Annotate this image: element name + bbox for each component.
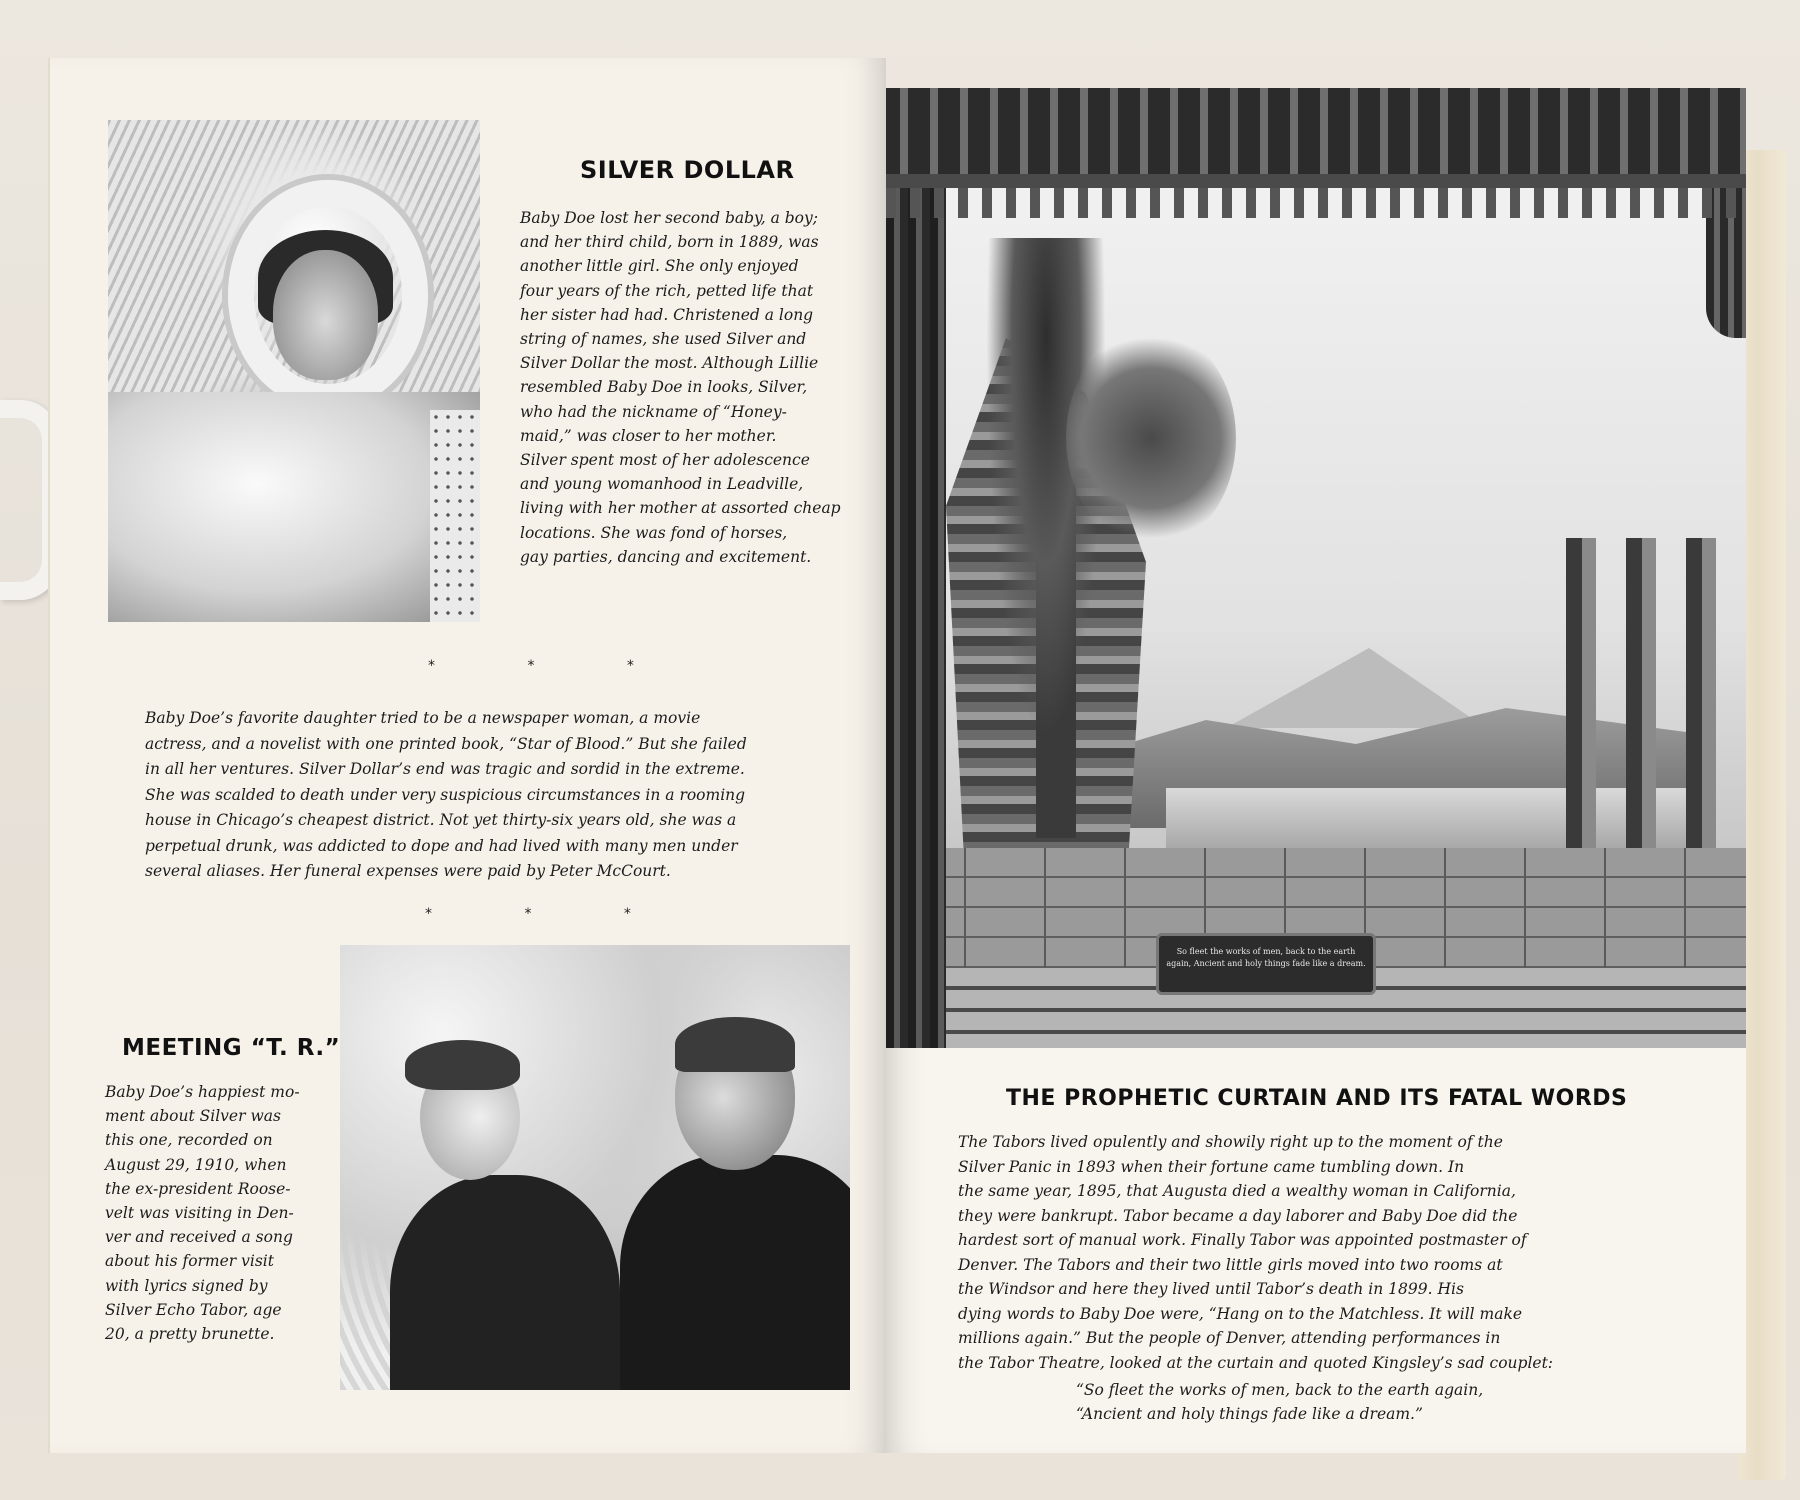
text-line: Baby Doe’s happiest mo-	[105, 1083, 300, 1101]
text-line: locations. She was fond of horses,	[520, 523, 788, 542]
text-line: the Tabor Theatre, looked at the curtain and quoted Kingsley’s sad couplet:	[958, 1353, 1554, 1372]
text-line: Baby Doe lost her second baby, a boy;	[520, 209, 818, 227]
section-separator: * * *	[425, 906, 675, 922]
text-line: gay parties, dancing and excitement.	[520, 547, 812, 566]
text-line: in all her ventures. Silver Dollar’s end was tragic and sordid in the extreme.	[145, 760, 745, 778]
text-line: 20, a pretty brunette.	[105, 1325, 275, 1344]
text-line: the same year, 1895, that Augusta died a wealthy woman in California,	[958, 1182, 1516, 1200]
text-line: Denver. The Tabors and their two little girls moved into two rooms at	[958, 1255, 1503, 1274]
open-booklet	[48, 58, 1738, 1453]
text-line: this one, recorded on	[105, 1131, 273, 1150]
text-line: and her third child, born in 1889, was	[520, 233, 819, 252]
text-line: maid,” was closer to her mother.	[520, 426, 777, 445]
text-line: hardest sort of manual work. Finally Tabor was appointed postmaster of	[958, 1231, 1527, 1249]
text-line: actress, and a novelist with one printed book, “Star of Blood.” But she failed	[145, 734, 747, 753]
text-line: living with her mother at assorted cheap	[520, 499, 841, 518]
text-line: they were bankrupt. Tabor became a day laborer and Baby Doe did the	[958, 1206, 1518, 1225]
text-line: the ex-president Roose-	[105, 1179, 291, 1198]
text-line: the Windsor and here they lived until Tabor’s death in 1899. His	[958, 1280, 1464, 1298]
prophetic-curtain-heading: THE PROPHETIC CURTAIN AND ITS FATAL WORDS	[1006, 1086, 1628, 1111]
text-line: string of names, she used Silver and	[520, 330, 807, 349]
text-line: her sister had had. Christened a long	[520, 305, 814, 324]
text-line: several aliases. Her funeral expenses were paid by Peter McCourt.	[145, 862, 671, 880]
text-line: Silver Dollar the most. Although Lillie	[520, 354, 819, 373]
text-line: who had the nickname of “Honey-	[520, 402, 787, 421]
couplet-line: “So fleet the works of men, back to the earth again,	[1076, 1381, 1484, 1399]
right-page	[886, 88, 1746, 1453]
meeting-tr-heading: MEETING “T. R.”	[122, 1035, 341, 1061]
text-line: Baby Doe’s favorite daughter tried to be a newspaper woman, a movie	[145, 709, 701, 727]
text-line: resembled Baby Doe in looks, Silver,	[520, 378, 808, 397]
text-line: The Tabors lived opulently and showily right up to the moment of the	[958, 1133, 1503, 1151]
baby-portrait-photo	[108, 120, 480, 622]
text-line: velt was visiting in Den-	[105, 1204, 294, 1223]
text-line: Silver Panic in 1893 when their fortune came tumbling down. In	[958, 1157, 1465, 1176]
text-line: dying words to Baby Doe were, “Hang on to the Matchless. It will make	[958, 1304, 1523, 1323]
text-line: about his former visit	[105, 1252, 274, 1271]
meeting-tr-text	[105, 1080, 335, 1346]
curtain-inscription: So fleet the works of men, back to the earth again, Ancient and holy things fade like a dream.	[1156, 933, 1376, 995]
text-line: millions again.” But the people of Denver, attending performances in	[958, 1329, 1501, 1347]
section-separator: * * *	[428, 658, 678, 674]
silver-dollar-heading: SILVER DOLLAR	[580, 156, 795, 184]
text-line: She was scalded to death under very suspicious circumstances in a rooming	[145, 785, 746, 804]
text-line: ment about Silver was	[105, 1107, 281, 1126]
text-line: ver and received a song	[105, 1228, 293, 1247]
text-line: Silver spent most of her adolescence	[520, 451, 810, 470]
silver-dollar-fate-text	[145, 706, 835, 885]
roosevelt-meeting-photo	[340, 945, 850, 1390]
left-page	[48, 58, 886, 1453]
text-line: house in Chicago’s cheapest district. Not yet thirty-six years old, she was a	[145, 811, 737, 829]
text-line: with lyrics signed by	[105, 1276, 268, 1295]
text-line: perpetual drunk, was addicted to dope and had lived with many men under	[145, 836, 738, 855]
text-line: another little girl. She only enjoyed	[520, 257, 799, 276]
text-line: and young womanhood in Leadville,	[520, 475, 804, 494]
theatre-curtain-photo	[886, 88, 1746, 1048]
text-line: four years of the rich, petted life that	[520, 281, 814, 300]
couplet-line: “Ancient and holy things fade like a dream.”	[1076, 1405, 1423, 1423]
silver-dollar-text	[520, 206, 860, 569]
text-line: August 29, 1910, when	[105, 1155, 287, 1174]
text-line: Silver Echo Tabor, age	[105, 1300, 282, 1319]
prophetic-curtain-text	[958, 1130, 1698, 1375]
kingsley-couplet	[1076, 1378, 1636, 1426]
